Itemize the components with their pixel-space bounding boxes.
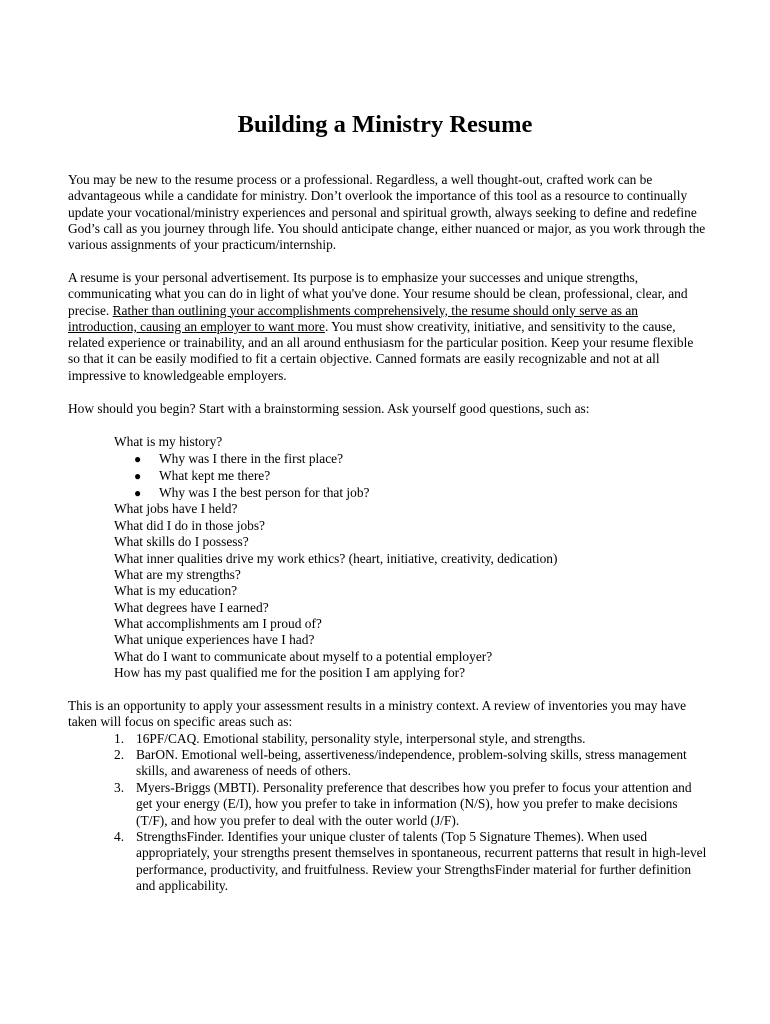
item-text: 16PF/CAQ. Emotional stability, personality style, interpersonal style, and strengths. xyxy=(136,731,586,746)
question-item: What unique experiences have I had? xyxy=(114,632,315,647)
question-item: What jobs have I held? xyxy=(114,501,238,516)
item-text: Myers-Briggs (MBTI). Personality preference that describes how you prefer to focus your attention and get your energy (E/I), how you prefer to take in information (N/S), how you prefer to make decisions (T/F), and how you prefer to deal with the outer world (J/F). xyxy=(136,780,692,828)
resume-purpose-underlined-text: Rather than outlining your accomplishments comprehensively, the resume should only serve as an introduction, causing an employer to want more xyxy=(68,302,638,334)
question-item: What inner qualities drive my work ethics? (heart, initiative, creativity, dedication) xyxy=(114,551,558,566)
item-number: 1. xyxy=(114,731,125,746)
resume-purpose-text-end: . You must show creativity, initiative, and sensitivity to the cause, related experience or trainability, and an all around enthusiasm for the particular position. Keep your resume flexible so that it can be easily modified to fit a certain objective. Canned formats are easily recognizable and not at all impressive to knowledgeable employers. xyxy=(68,318,694,383)
brainstorm-intro-paragraph: How should you begin? Start with a brainstorming session. Ask yourself good questions, such as: xyxy=(68,401,590,416)
question-item: What are my strengths? xyxy=(114,567,241,582)
bullet-text: What kept me there? xyxy=(159,468,271,483)
question-item: How has my past qualified me for the position I am applying for? xyxy=(114,665,466,680)
item-number: 2. xyxy=(114,747,125,762)
bullet-dot-icon: ● xyxy=(134,486,142,500)
question-item: What is my history? xyxy=(114,434,223,449)
question-item: What accomplishments am I proud of? xyxy=(114,616,322,631)
item-number: 4. xyxy=(114,829,125,844)
document-title: Building a Ministry Resume xyxy=(237,111,533,138)
bullet-text: Why was I the best person for that job? xyxy=(159,485,370,500)
bullet-dot-icon: ● xyxy=(134,452,142,466)
item-number: 3. xyxy=(114,780,125,795)
question-item: What do I want to communicate about myself to a potential employer? xyxy=(114,649,493,664)
question-item: What skills do I possess? xyxy=(114,534,249,549)
intro-paragraph: You may be new to the resume process or a professional. Regardless, a well thought-out, crafted work can be advantageous while a candidate for ministry. Don’t overlook the importance of this tool as a resource to continually update your vocational/ministry experiences and personal and spiritual growth, always seeking to define and redefine God’s call as you journey through life. You should anticipate change, either nuanced or major, as you work through the various assignments of your practicum/internship. xyxy=(68,172,706,253)
item-text: BarON. Emotional well-being, assertiveness/independence, problem-solving skills, stress management skills, and awareness of needs of others. xyxy=(136,747,687,779)
question-item: What is my education? xyxy=(114,583,238,598)
question-item: What degrees have I earned? xyxy=(114,600,269,615)
item-text: StrengthsFinder. Identifies your unique cluster of talents (Top 5 Signature Themes). When used appropriately, your strengths present themselves in spontaneous, recurrent patterns that result in high-level performance, productivity, and fruitfulness. Review your StrengthsFinder material for further definition and applicability. xyxy=(136,829,707,893)
resume-purpose-paragraph xyxy=(68,270,708,384)
bullet-text: Why was I there in the first place? xyxy=(159,451,344,466)
question-item: What did I do in those jobs? xyxy=(114,518,265,533)
bullet-dot-icon: ● xyxy=(134,469,142,483)
assessment-intro-paragraph: This is an opportunity to apply your assessment results in a ministry context. A review of inventories you may have taken will focus on specific areas such as: xyxy=(68,698,687,730)
resume-purpose-text-start: A resume is your personal advertisement. Its purpose is to emphasize your successes and unique strengths, communicating what you can do in light of what you've done. Your resume should be clean, professional, clear, and precise. xyxy=(68,270,688,318)
